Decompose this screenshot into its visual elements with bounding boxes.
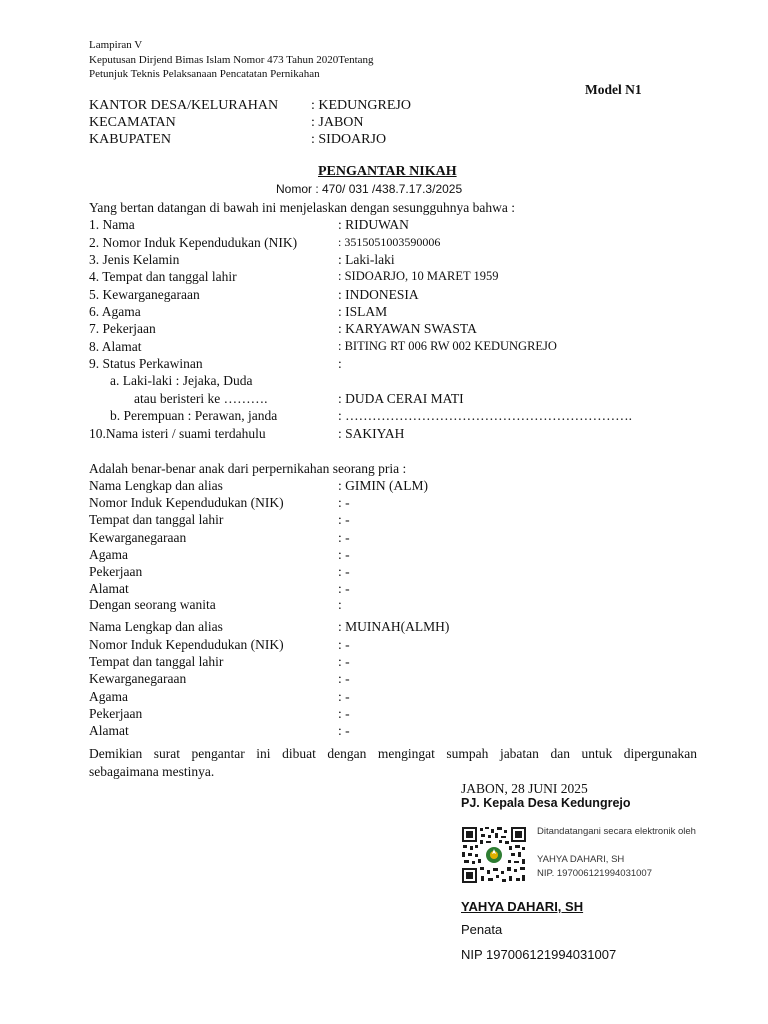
subject-value: : 3515051003590006	[338, 235, 441, 249]
closing-statement: Demikian surat pengantar ini dibuat dengan mengingat sumpah jabatan dan untuk dipergunakan	[89, 746, 697, 761]
father-value: : -	[338, 547, 350, 562]
subject-label: 5. Kewarganegaraan	[89, 287, 200, 302]
document-title: PENGANTAR NIKAH	[318, 164, 457, 179]
subject-label: 4. Tempat dan tanggal lahir	[89, 269, 237, 284]
father-value: :	[338, 597, 342, 612]
mother-label: Tempat dan tanggal lahir	[89, 654, 224, 669]
subject-value: : SIDOARJO, 10 MARET 1959	[338, 269, 499, 283]
mother-label: Pekerjaan	[89, 706, 143, 721]
subject-value: : ISLAM	[338, 304, 388, 319]
subject-label: 3. Jenis Kelamin	[89, 252, 180, 267]
regency-value: : SIDOARJO	[311, 132, 387, 147]
document-number: Nomor : 470/ 031 /438.7.17.3/2025	[276, 182, 463, 196]
closing-statement-cont: sebagaimana mestinya.	[89, 764, 215, 779]
father-value: : -	[338, 564, 350, 579]
subject-label: 2. Nomor Induk Kependudukan (NIK)	[89, 235, 298, 250]
father-label: Dengan seorang wanita	[89, 597, 216, 612]
mother-label: Nomor Induk Kependudukan (NIK)	[89, 637, 284, 652]
subject-label: 1. Nama	[89, 217, 135, 232]
district-label: KECAMATAN	[89, 115, 176, 130]
office-value: : KEDUNGREJO	[311, 98, 411, 113]
signer-nip: NIP 197006121994031007	[461, 947, 617, 962]
mother-value: : -	[338, 637, 350, 652]
mother-label: Nama Lengkap dan alias	[89, 619, 223, 634]
parents-intro: Adalah benar-benar anak dari perpernikahan seorang pria :	[89, 461, 407, 476]
subject-value: : KARYAWAN SWASTA	[338, 321, 477, 336]
district-value: : JABON	[311, 115, 364, 130]
father-value: : GIMIN (ALM)	[338, 478, 428, 493]
father-label: Nama Lengkap dan alias	[89, 478, 223, 493]
father-label: Kewarganegaraan	[89, 530, 187, 545]
father-label: Pekerjaan	[89, 564, 143, 579]
subject-value: : BITING RT 006 RW 002 KEDUNGREJO	[338, 339, 557, 353]
father-value: : -	[338, 530, 350, 545]
status-male-label: a. Laki-laki : Jejaka, Duda	[110, 373, 253, 388]
mother-value: : -	[338, 654, 350, 669]
model-label: Model N1	[585, 82, 642, 97]
subject-label: 8. Alamat	[89, 339, 142, 354]
mother-label: Alamat	[89, 723, 129, 738]
mother-value: : MUINAH(ALMH)	[338, 619, 450, 634]
father-label: Tempat dan tanggal lahir	[89, 512, 224, 527]
status-male-label-cont: atau beristeri ke ……….	[134, 391, 268, 406]
intro-text: Yang bertan datangan di bawah ini menjelaskan dengan sesungguhnya bahwa :	[89, 200, 516, 215]
subject-value: : RIDUWAN	[338, 217, 409, 232]
subject-value: :	[338, 356, 342, 371]
father-label: Agama	[89, 547, 128, 562]
office-label: KANTOR DESA/KELURAHAN	[89, 98, 279, 113]
attachment-label: Lampiran V	[89, 39, 143, 51]
signer-rank: Penata	[461, 922, 503, 937]
father-label: Nomor Induk Kependudukan (NIK)	[89, 495, 284, 510]
esign-nip: NIP. 197006121994031007	[537, 868, 652, 879]
regency-label: KABUPATEN	[89, 132, 171, 147]
signer-name: YAHYA DAHARI, SH	[461, 899, 584, 914]
subject-label: 7. Pekerjaan	[89, 321, 156, 336]
status-female-label: b. Perempuan : Perawan, janda	[110, 408, 278, 423]
father-value: : -	[338, 495, 350, 510]
guideline-reference: Petunjuk Teknis Pelaksanaan Pencatatan Pernikahan	[89, 68, 320, 80]
decree-reference: Keputusan Dirjend Bimas Islam Nomor 473 Tahun 2020Tentang	[89, 54, 374, 66]
subject-label: 9. Status Perkawinan	[89, 356, 203, 371]
mother-label: Kewarganegaraan	[89, 671, 187, 686]
signer-position: PJ. Kepala Desa Kedungrejo	[461, 796, 631, 810]
mother-value: : -	[338, 723, 350, 738]
mother-value: : -	[338, 671, 350, 686]
subject-value: : INDONESIA	[338, 287, 419, 302]
esign-note: Ditandatangani secara elektronik oleh	[537, 826, 696, 837]
subject-value: : Laki-laki	[338, 252, 395, 267]
mother-label: Agama	[89, 689, 128, 704]
former-spouse-value: : SAKIYAH	[338, 426, 405, 441]
subject-label: 6. Agama	[89, 304, 141, 319]
status-female-value: : ……………………………………………………….	[338, 408, 633, 423]
mother-value: : -	[338, 689, 350, 704]
father-value: : -	[338, 581, 350, 596]
father-label: Alamat	[89, 581, 129, 596]
mother-value: : -	[338, 706, 350, 721]
former-spouse-label: 10.Nama isteri / suami terdahulu	[89, 426, 266, 441]
esign-name: YAHYA DAHARI, SH	[537, 854, 625, 865]
status-male-value: : DUDA CERAI MATI	[338, 391, 464, 406]
qr-code-icon	[461, 826, 527, 884]
place-date: JABON, 28 JUNI 2025	[461, 781, 588, 796]
father-value: : -	[338, 512, 350, 527]
